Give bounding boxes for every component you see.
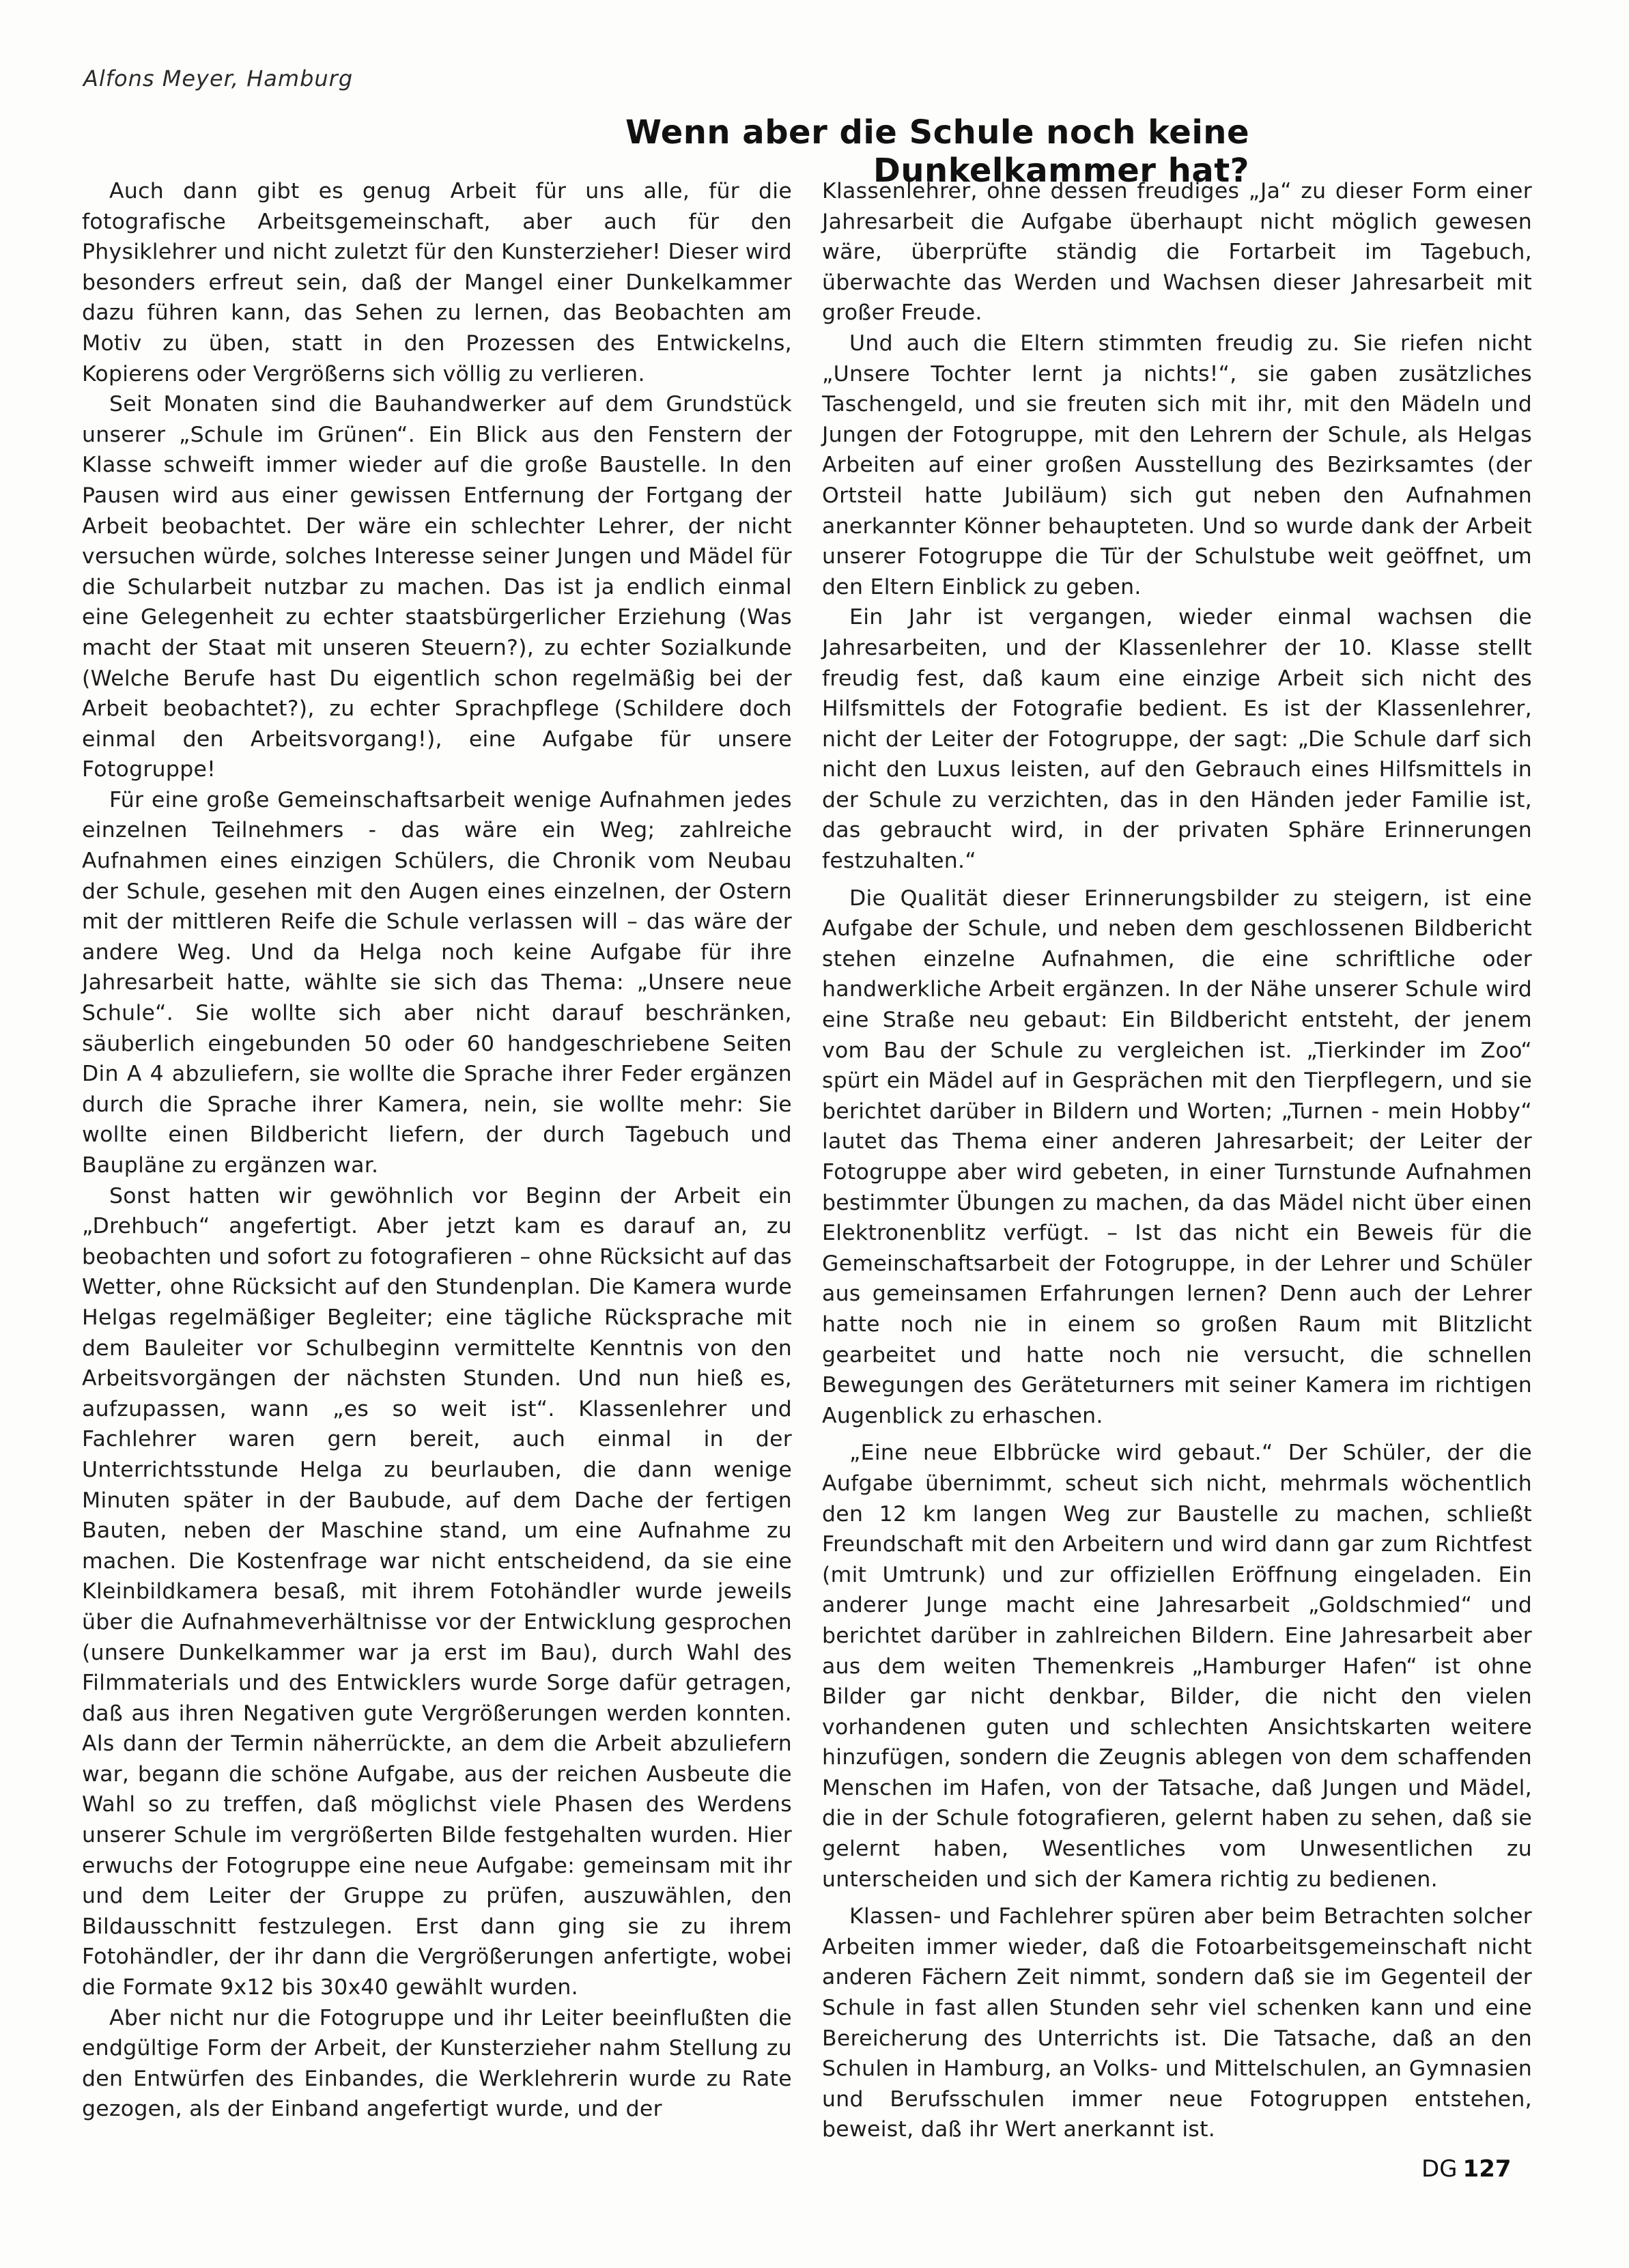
paragraph: Klassen- und Fachlehrer spüren aber beim Betrachten solcher Arbeiten immer wieder, daß die Fotoarbeitsgemeinschaft nicht anderen Fächern Zeit nimmt, sondern daß sie im Gegenteil der Schule in fast allen Stunden sehr viel schenken kann und eine Bereicherung des Unterrichts ist. Die Tatsache, daß an den Schulen in Hamburg, an Volks- und Mittelschulen, an Gymnasien und Berufsschulen immer neue Fotogruppen entstehen, beweist, daß ihr Wert anerkannt ist.: [822, 1904, 1532, 2142]
paragraph: Und auch die Eltern stimmten freudig zu. Sie riefen nicht „Unsere Tochter lernt ja nichts!“, sie gaben zusätzliches Taschengeld, und sie freuten sich mit ihr, mit den Mädeln und Jungen der Fotogruppe, mit den Lehrern der Schule, als Helgas Arbeiten auf einer großen Ausstellung des Bezirksamtes (der Ortsteil hatte Jubiläum) sich gut neben den Aufnahmen anerkannter Könner behaupteten. Und so wurde dank der Arbeit unserer Fotogruppe die Tür der Schulstube weit geöffnet, um den Eltern Einblick zu geben.: [822, 330, 1532, 599]
text-column-left: [82, 176, 792, 2125]
journal-abbreviation: DG: [1421, 2155, 1458, 2183]
text-column-right: [822, 176, 1532, 2145]
paragraph: Die Qualität dieser Erinnerungsbilder zu steigern, ist eine Aufgabe der Schule, und neben dem geschlossenen Bildbericht stehen einzelne Aufnahmen, die eine schriftliche oder handwerkliche Arbeit ergänzen. In der Nähe unserer Schule wird eine Straße neu gebaut: Ein Bildbericht entsteht, der jenem vom Bau der Schule zu vergleichen ist. „Tierkinder im Zoo“ spürt ein Mädel auf in Gesprächen mit den Tierpflegern, und sie berichtet darüber in Bildern und Worten; „Turnen - mein Hobby“ lautet das Thema einer anderen Jahresarbeit; der Leiter der Fotogruppe aber wird gebeten, in einer Turnstunde Aufnahmen bestimmter Übungen zu machen, da das Mädel nicht über einen Elektronenblitz verfügt. – Ist das nicht ein Beweis für die Gemeinschaftsarbeit der Fotogruppe, in der Lehrer und Schüler aus gemeinsamen Erfahrungen lernen? Denn auch der Lehrer hatte noch nie in einem so großen Raum mit Blitzlicht gearbeitet und hatte noch nie versucht, die schnellen Bewegungen des Geräteturners mit seiner Kamera im richtigen Augenblick zu erhaschen.: [822, 885, 1532, 1428]
paragraph: „Eine neue Elbbrücke wird gebaut.“ Der Schüler, der die Aufgabe übernimmt, scheut sich nicht, mehrmals wöchentlich den 12 km langen Weg zur Baustelle zu machen, schließt Freundschaft mit den Arbeitern und wird dann gar zum Richtfest (mit Umtrunk) und zur offiziellen Eröffnung eingeladen. Ein anderer Junge macht eine Jahresarbeit „Goldschmied“ und berichtet darüber in zahlreichen Bildern. Eine Jahresarbeit aber aus dem weiten Themenkreis „Hamburger Hafen“ ist ohne Bilder gar nicht denkbar, Bilder, die nicht den vielen vorhandenen guten und schlechten Ansichtskarten weitere hinzufügen, sondern die Zeugnis ablegen von dem schaffenden Menschen im Hafen, von der Tatsache, daß Jungen und Mädel, die in der Schule fotografieren, gelernt haben zu sehen, daß sie gelernt haben, Wesentliches vom Unwesentlichen zu unterscheiden und sich der Kamera richtig zu bedienen.: [822, 1441, 1532, 1892]
paragraph: Auch dann gibt es genug Arbeit für uns alle, für die fotografische Arbeitsgemeinschaft, aber auch für den Physiklehrer und nicht zuletzt für den Kunsterzieher! Dieser wird besonders erfreut sein, daß der Mangel einer Dunkelkammer dazu führen kann, das Sehen zu lernen, das Beobachten am Motiv zu üben, statt in den Prozessen des Entwickelns, Kopierens oder Vergrößerns sich völlig zu verlieren.: [82, 179, 792, 386]
author-byline: Alfons Meyer, Hamburg: [83, 66, 354, 91]
paragraph: Sonst hatten wir gewöhnlich vor Beginn der Arbeit ein „Drehbuch“ angefertigt. Aber jetzt kam es darauf an, zu beobachten und sofort zu fotografieren – ohne Rücksicht auf das Wetter, ohne Rücksicht auf den Stundenplan. Die Kamera wurde Helgas regelmäßiger Begleiter; eine tägliche Rücksprache mit dem Bauleiter vor Schulbeginn vermittelte Kenntnis von den Arbeitsvorgängen der nächsten Stunden. Und nun hieß es, aufzupassen, wann „es so weit ist“. Klassenlehrer und Fachlehrer waren gern bereit, auch einmal in der Unterrichtsstunde Helga zu beurlauben, die dann wenige Minuten später in der Baubude, auf dem Dache der fertigen Bauten, neben der Maschine stand, um eine Aufnahme zu machen. Die Kostenfrage war nicht entscheidend, da sie eine Kleinbildkamera besaß, mit ihrem Fotohändler wurde jeweils über die Aufnahmeverhältnisse vor der Entwicklung gesprochen (unsere Dunkelkammer war ja erst im Bau), durch Wahl des Filmmaterials und des Entwicklers wurde Sorge dafür getragen, daß aus ihren Negativen gute Vergrößerungen werden konnten. Als dann der Termin näherrückte, an dem die Arbeit abzuliefern war, begann die schöne Aufgabe, aus der reichen Ausbeute die Wahl so zu treffen, daß möglichst viele Phasen des Werdens unserer Schule im vergrößerten Bilde festgehalten wurden. Hier erwuchs der Fotogruppe eine neue Aufgabe: gemeinsam mit ihr und dem Leiter der Gruppe zu prüfen, auszuwählen, den Bildausschnitt festzulegen. Erst dann ging sie zu ihrem Fotohändler, der ihr dann die Vergrößerungen anfertigte, wobei die Formate 9x12 bis 30x40 gewählt wurden.: [82, 1183, 792, 2000]
paragraph: Aber nicht nur die Fotogruppe und ihr Leiter beeinflußten die endgültige Form der Arbeit, der Kunsterzieher nahm Stellung zu den Entwürfen des Einbandes, die Werklehrerin wurde zu Rate gezogen, als der Einband angefertigt wurde, und der: [82, 2005, 792, 2122]
page-footer: [1421, 2155, 1512, 2183]
paragraph: Für eine große Gemeinschaftsarbeit wenige Aufnahmen jedes einzelnen Teilnehmers - das wäre ein Weg; zahlreiche Aufnahmen eines einzigen Schülers, die Chronik vom Neubau der Schule, gesehen mit den Augen eines einzelnen, der Ostern mit der mittleren Reife die Schule verlassen will – das wäre der andere Weg. Und da Helga noch keine Aufgabe für ihre Jahresarbeit hatte, wählte sie sich das Thema: „Unsere neue Schule“. Sie wollte sich aber nicht darauf beschränken, säuberlich eingebunden 50 oder 60 handgeschriebene Seiten Din A 4 abzuliefern, sie wollte die Sprache ihrer Feder ergänzen durch die Sprache ihrer Kamera, nein, sie wollte mehr: Sie wollte einen Bildbericht liefern, der durch Tagebuch und Baupläne zu ergänzen war.: [82, 787, 792, 1178]
paragraph: Seit Monaten sind die Bauhandwerker auf dem Grundstück unserer „Schule im Grünen“. Ein Blick aus den Fenstern der Klasse schweift immer wieder auf die große Baustelle. In den Pausen wird aus einer gewissen Entfernung der Fortgang der Arbeit beobachtet. Der wäre ein schlechter Lehrer, der nicht versuchen würde, solches Interesse seiner Jungen und Mädel für die Schularbeit nutzbar zu machen. Das ist ja endlich einmal eine Gelegenheit zu echter staatsbürgerlicher Erziehung (Was macht der Staat mit unseren Steuern?), zu echter Sozialkunde (Welche Berufe hast Du eigentlich schon regelmäßig bei der Arbeit beobachtet?), zu echter Sprachpflege (Schildere doch einmal den Arbeitsvorgang!), eine Aufgabe für unsere Fotogruppe!: [82, 392, 792, 782]
paragraph: Klassenlehrer, ohne dessen freudiges „Ja“ zu dieser Form einer Jahresarbeit die Aufgabe überhaupt nicht möglich gewesen wäre, überprüfte ständig die Fortarbeit im Tagebuch, überwachte das Werden und Wachsen dieser Jahresarbeit mit großer Freude.: [822, 179, 1532, 326]
article-title: Wenn aber die Schule noch keine Dunkelkammer hat?: [625, 113, 1249, 190]
paragraph: Ein Jahr ist vergangen, wieder einmal wachsen die Jahresarbeiten, und der Klassenlehrer der 10. Klasse stellt freudig fest, daß kaum eine einzige Arbeit sich nicht des Hilfsmittels der Fotografie bedient. Es ist der Klassenlehrer, nicht der Leiter der Fotogruppe, der sagt: „Die Schule darf sich nicht den Luxus leisten, auf den Gebrauch eines Hilfsmittels in der Schule zu verzichten, das in den Händen jeder Familie ist, das gebraucht wird, in der privaten Sphäre Erinnerungen festzuhalten.“: [822, 605, 1532, 874]
page-number: 127: [1462, 2155, 1512, 2183]
